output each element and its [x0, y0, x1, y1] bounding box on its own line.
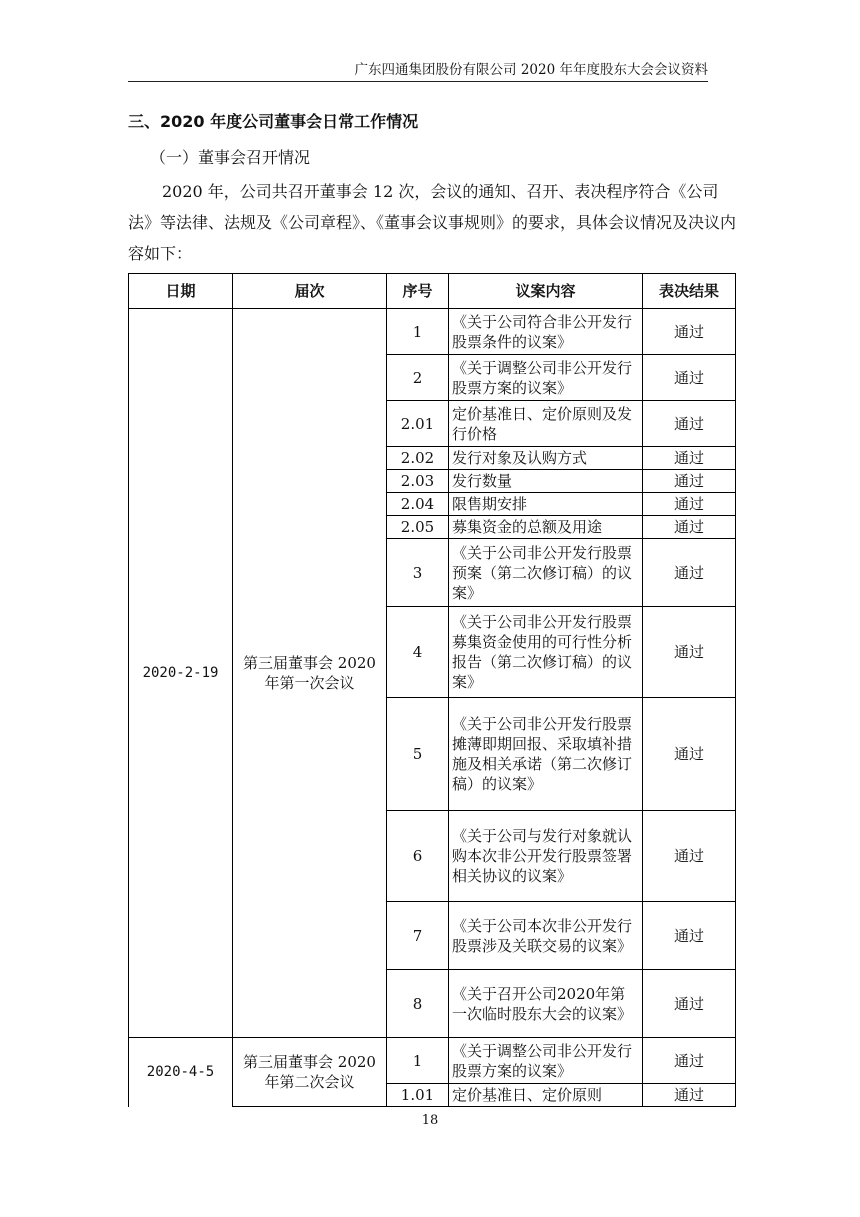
item-number: 3 [387, 539, 449, 607]
item-content: 《关于调整公司非公开发行股票方案的议案》 [449, 1038, 643, 1084]
item-result: 通过 [643, 309, 736, 355]
item-result: 通过 [643, 447, 736, 470]
board-meetings-table [128, 273, 736, 1107]
meeting-date: 2020-2-19 [129, 309, 233, 1038]
header-date: 日期 [129, 274, 233, 309]
item-number: 1.01 [387, 1084, 449, 1107]
item-content: 限售期安排 [449, 493, 643, 516]
header-rule [128, 81, 708, 82]
meeting-session: 第三届董事会 2020 年第一次会议 [233, 309, 387, 1038]
item-result: 通过 [643, 970, 736, 1038]
item-content: 《关于公司本次非公开发行股票涉及关联交易的议案》 [449, 902, 643, 970]
item-result: 通过 [643, 470, 736, 493]
item-number: 2.05 [387, 516, 449, 539]
item-result: 通过 [643, 401, 736, 447]
table-row [129, 309, 736, 355]
item-number: 2.04 [387, 493, 449, 516]
item-number: 2 [387, 355, 449, 401]
header-session: 届次 [233, 274, 387, 309]
item-result: 通过 [643, 355, 736, 401]
item-number: 1 [387, 309, 449, 355]
item-number: 5 [387, 698, 449, 811]
item-content: 定价基准日、定价原则 [449, 1084, 643, 1107]
table-row [129, 1038, 736, 1084]
item-number: 7 [387, 902, 449, 970]
item-content: 募集资金的总额及用途 [449, 516, 643, 539]
item-content: 《关于公司与发行对象就认购本次非公开发行股票签署相关协议的议案》 [449, 811, 643, 902]
header-result: 表决结果 [643, 274, 736, 309]
item-number: 2.03 [387, 470, 449, 493]
item-number: 6 [387, 811, 449, 902]
item-content: 发行数量 [449, 470, 643, 493]
item-content: 《关于公司非公开发行股票募集资金使用的可行性分析报告（第二次修订稿）的议案》 [449, 607, 643, 698]
section-heading: 三、2020 年度公司董事会日常工作情况 [128, 112, 419, 131]
item-result: 通过 [643, 607, 736, 698]
header-number: 序号 [387, 274, 449, 309]
item-number: 1 [387, 1038, 449, 1084]
item-result: 通过 [643, 811, 736, 902]
item-number: 4 [387, 607, 449, 698]
item-content: 定价基准日、定价原则及发行价格 [449, 401, 643, 447]
item-result: 通过 [643, 902, 736, 970]
item-content: 《关于调整公司非公开发行股票方案的议案》 [449, 355, 643, 401]
header-content: 议案内容 [449, 274, 643, 309]
item-number: 2.02 [387, 447, 449, 470]
item-result: 通过 [643, 516, 736, 539]
subsection-heading: （一）董事会召开情况 [150, 148, 311, 167]
item-result: 通过 [643, 539, 736, 607]
item-result: 通过 [643, 1038, 736, 1084]
item-number: 8 [387, 970, 449, 1038]
item-result: 通过 [643, 698, 736, 811]
item-content: 《关于公司符合非公开发行股票条件的议案》 [449, 309, 643, 355]
item-content: 《关于召开公司2020年第一次临时股东大会的议案》 [449, 970, 643, 1038]
page-number: 18 [421, 1113, 439, 1128]
intro-paragraph: 2020 年，公司共召开董事会 12 次，会议的通知、召开、表决程序符合《公司法》等法律、法规及《公司章程》、《董事会议事规则》的要求，具体会议情况及决议内容如下： [128, 182, 737, 263]
item-content: 《关于公司非公开发行股票摊薄即期回报、采取填补措施及相关承诺（第二次修订稿）的议案》 [449, 698, 643, 811]
running-header: 广东四通集团股份有限公司 2020 年年度股东大会会议资料 [354, 62, 708, 78]
table-header-row [129, 274, 736, 309]
item-result: 通过 [643, 493, 736, 516]
item-result: 通过 [643, 1084, 736, 1107]
meeting-session: 第三届董事会 2020 年第二次会议 [233, 1038, 387, 1107]
item-content: 发行对象及认购方式 [449, 447, 643, 470]
item-number: 2.01 [387, 401, 449, 447]
meeting-date: 2020-4-5 [129, 1038, 233, 1107]
item-content: 《关于公司非公开发行股票预案（第二次修订稿）的议案》 [449, 539, 643, 607]
